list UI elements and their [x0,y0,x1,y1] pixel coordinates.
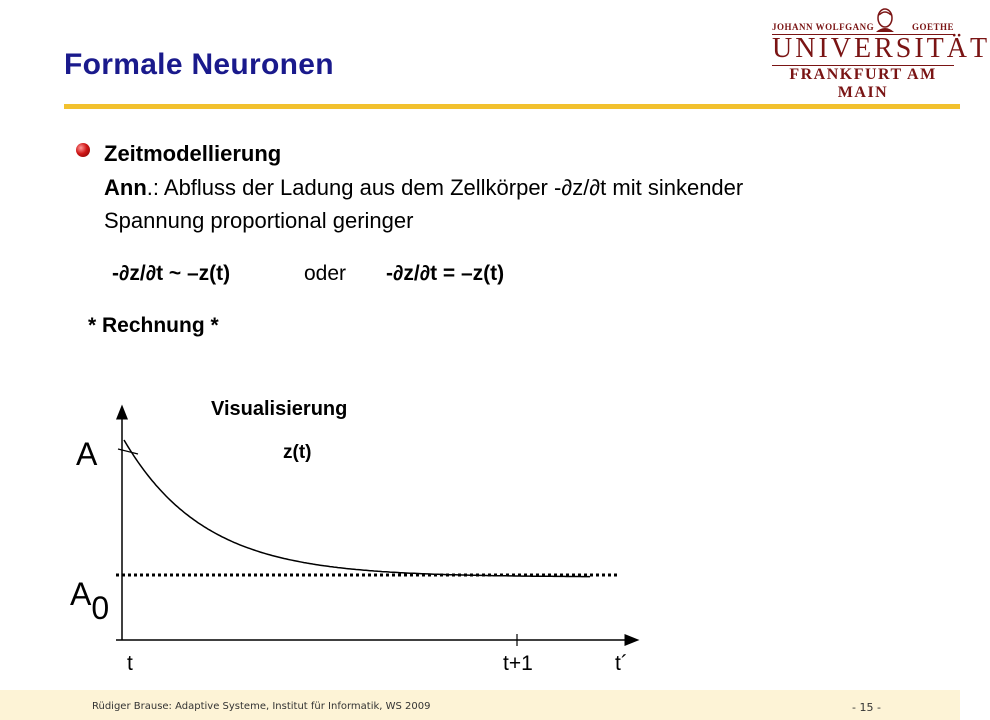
formula-equal: -∂z/∂t = –z(t) [386,262,505,285]
logo-top-right: GOETHE [911,22,954,32]
y-label-A0-sub: 0 [91,590,110,626]
footer-bar [0,690,960,720]
logo-city: FRANKFURT AM MAIN [789,66,937,101]
logo-name: UNIVERSITÄT [772,33,990,64]
x-tick-t: t [127,652,133,675]
ann-text: .: Abfluss der Ladung aus dem Zellkörper -∂z/∂t mit sinkender [146,175,744,200]
x-tick-tprime: t´ [615,652,628,675]
footer-credit: Rüdiger Brause: Adaptive Systeme, Institut für Informatik, WS 2009 [92,701,431,712]
oder-text: oder [304,262,347,285]
heading-zeitmodellierung: Zeitmodellierung [104,141,282,166]
curve-label: z(t) [283,442,312,463]
annotation-line-2: Spannung proportional geringer [104,208,414,233]
footer-page-number: - 15 - [852,701,881,714]
slide-title: Formale Neuronen [64,48,334,81]
decay-curve [124,440,590,577]
formula-proportional: -∂z/∂t ~ –z(t) [112,262,231,285]
y-label-A0-base: A [70,576,92,612]
x-tick-t1: t+1 [503,652,533,675]
visualisierung-title: Visualisierung [211,398,348,420]
rechnung-text: * Rechnung * [88,314,219,337]
ann-prefix: Ann [104,175,147,200]
logo-top-left: JOHANN WOLFGANG [772,22,875,32]
y-tick-A [118,449,138,454]
y-label-A: A [76,436,98,472]
